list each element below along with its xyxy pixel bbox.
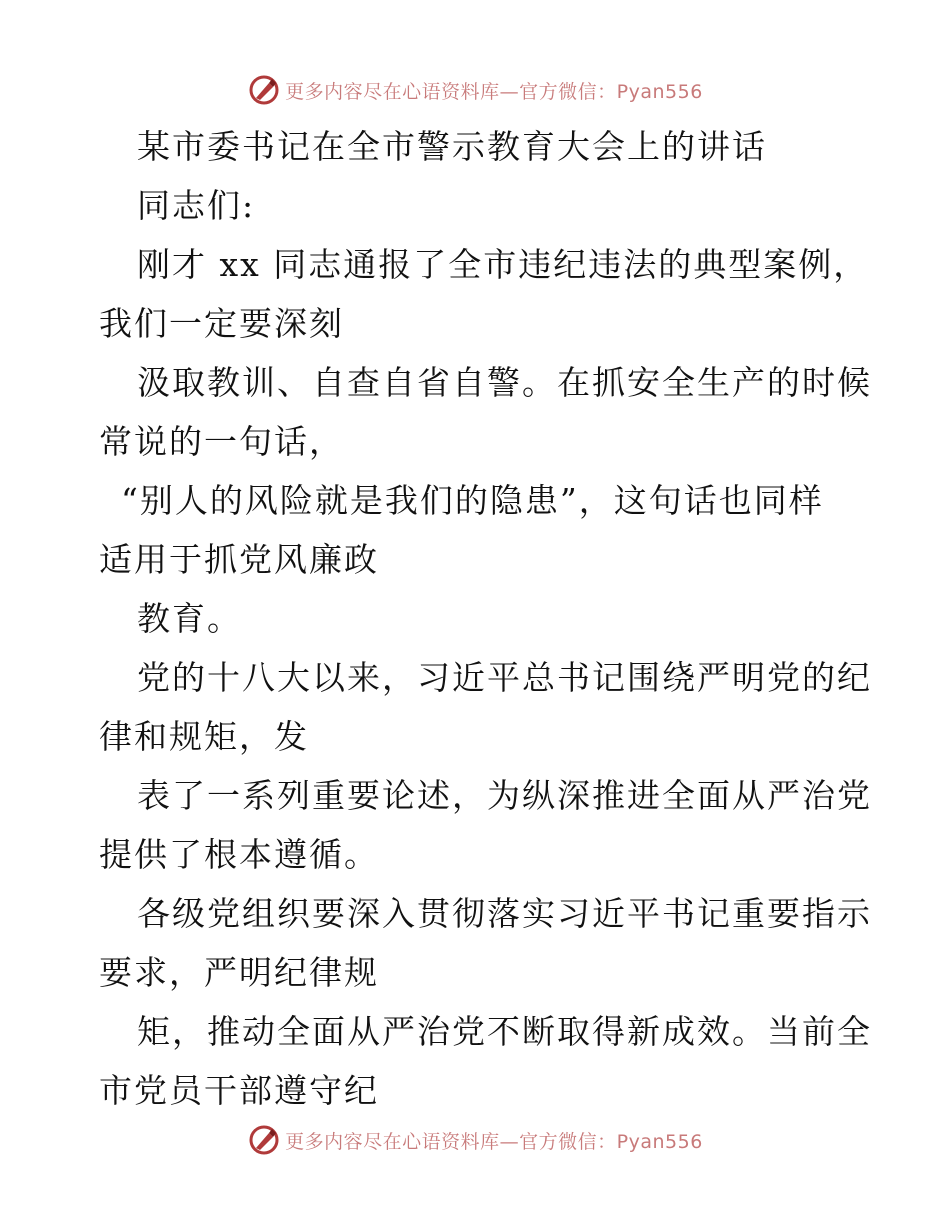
banner-slogan: 更多内容尽在心语资料库— (285, 80, 520, 103)
paragraph-line: 常说的一句话， (99, 422, 344, 461)
banner-slogan: 更多内容尽在心语资料库— (285, 1130, 520, 1153)
banner-contact: 官方微信：Pyan556 (519, 1130, 703, 1153)
pen-nib-logo-icon (247, 73, 281, 107)
salutation: 同志们: (137, 186, 256, 225)
footer-banner (0, 1120, 950, 1160)
paragraph-line: 我们一定要深刻 (99, 304, 344, 343)
paragraph-line: 表了一系列重要论述，为纵深推进全面从严治党 (137, 776, 872, 815)
paragraph-line: 要求，严明纪律规 (99, 953, 379, 992)
paragraph-line: “别人的风险就是我们的隐患”，这句话也同样 (121, 481, 824, 520)
paragraph-line: 汲取教训、自查自省自警。在抓安全生产的时候 (137, 363, 872, 402)
paragraph-line: 律和规矩，发 (99, 717, 309, 756)
paragraph-line: 适用于抓党风廉政 (99, 540, 379, 579)
pen-nib-logo-icon (247, 1123, 281, 1157)
banner-text (285, 1127, 703, 1154)
header-banner (0, 70, 950, 110)
paragraph-line: 矩，推动全面从严治党不断取得新成效。当前全 (137, 1012, 872, 1051)
paragraph-line: 刚才 xx 同志通报了全市违纪违法的典型案例， (137, 245, 869, 284)
paragraph-line: 党的十八大以来，习近平总书记围绕严明党的纪 (137, 658, 872, 697)
banner-text (285, 77, 703, 104)
paragraph-line: 市党员干部遵守纪 (99, 1071, 379, 1110)
paragraph-line: 各级党组织要深入贯彻落实习近平书记重要指示 (137, 894, 872, 933)
document-body (99, 117, 872, 1120)
paragraph-line: 教育。 (137, 599, 242, 638)
banner-contact: 官方微信：Pyan556 (519, 80, 703, 103)
document-title: 某市委书记在全市警示教育大会上的讲话 (137, 127, 767, 166)
paragraph-line: 提供了根本遵循。 (99, 835, 379, 874)
